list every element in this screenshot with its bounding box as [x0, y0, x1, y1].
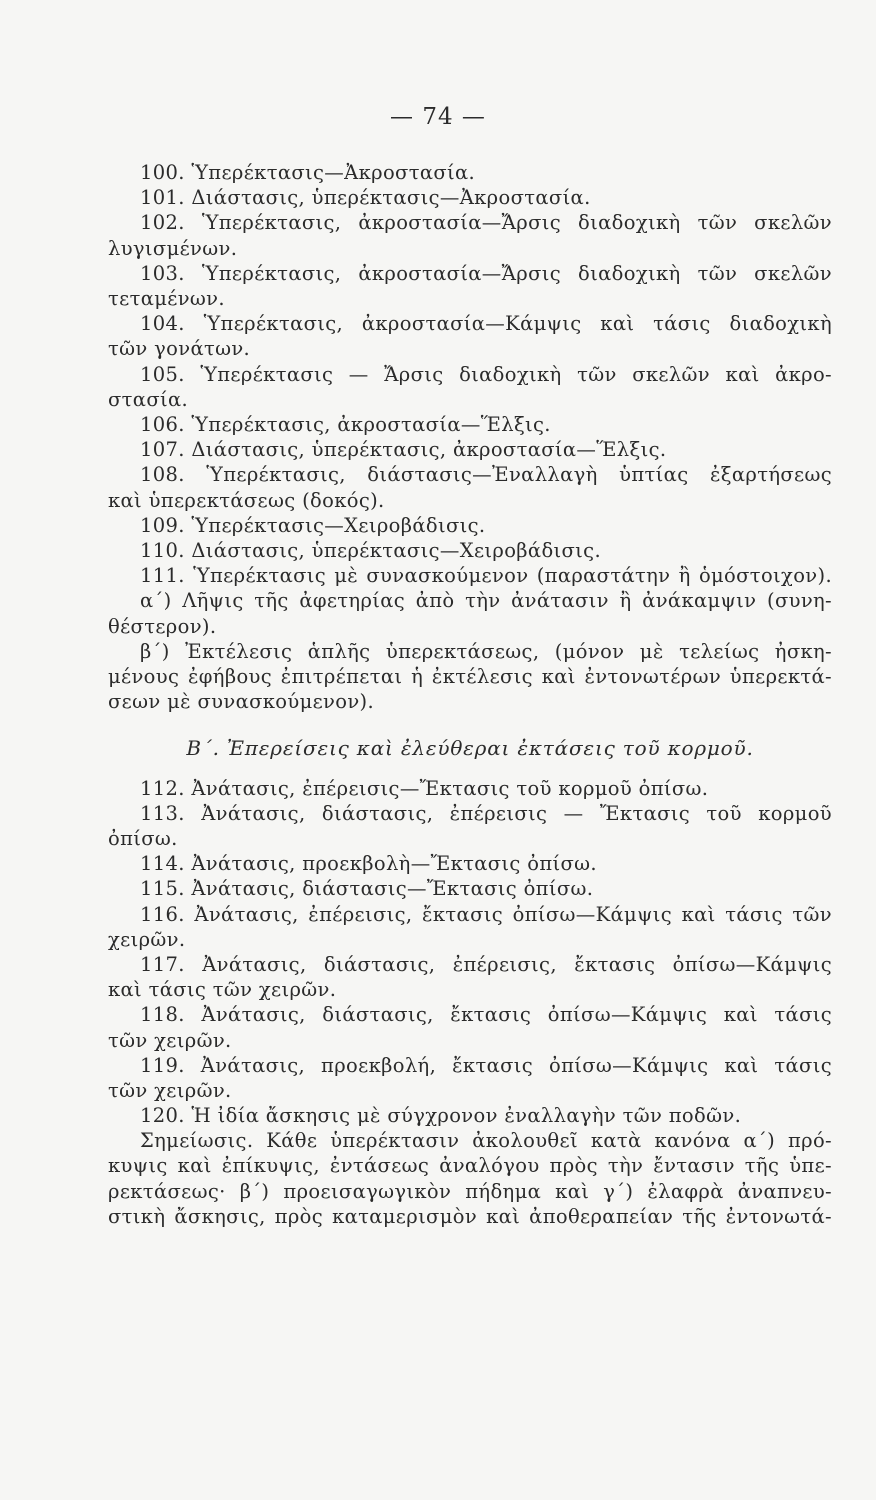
text-line: 112. Ἀνάτασις, ἐπέρεισις—Ἔκτασις τοῦ κορμοῦ ὀπίσω. — [140, 776, 709, 800]
text-line: 113. Ἀνάτασις, διάστασις, ἐπέρεισις — Ἔκτασις τοῦ κορμοῦ — [140, 801, 832, 825]
text-line: 104. Ὑπερέκτασις, ἀκροστασία—Κάμψις καὶ τάσις διαδοχικὴ — [140, 312, 832, 336]
text-line: λυγισμένων. — [108, 236, 238, 260]
text-line: 109. Ὑπερέκτασις—Χειροβάδισις. — [140, 513, 486, 537]
text-line: μένους ἐφήβους ἐπιτρέπεται ἡ ἐκτέλεσις καὶ ἐντονωτέρων ὑπερεκτά- — [108, 664, 832, 688]
exercise-list-a — [108, 160, 832, 714]
text-line: 111. Ὑπερέκτασις μὲ συνασκούμενον (παραστάτην ἢ ὁμόστοιχον). — [140, 564, 832, 588]
text-line: 103. Ὑπερέκτασις, ἀκροστασία—Ἄρσις διαδοχικὴ τῶν σκελῶν — [140, 261, 832, 285]
text-line: 108. Ὑπερέκτασις, διάστασις—Ἐναλλαγὴ ὑπτίας ἐξαρτήσεως — [140, 463, 832, 487]
text-line: 107. Διάστασις, ὑπερέκτασις, ἀκροστασία—Ἕλξις. — [140, 438, 667, 462]
text-line: τῶν χειρῶν. — [108, 1078, 232, 1102]
text-line: στασία. — [108, 387, 189, 411]
text-line: β΄) Ἐκτέλεσις ἁπλῆς ὑπερεκτάσεως, (μόνον μὲ τελείως ἠσκη- — [140, 639, 832, 663]
text-line: 106. Ὑπερέκτασις, ἀκροστασία—Ἕλξις. — [140, 412, 551, 436]
text-line: καὶ τάσις τῶν χειρῶν. — [108, 978, 337, 1002]
text-line: 116. Ἀνάτασις, ἐπέρεισις, ἔκτασις ὀπίσω—Κάμψις καὶ τάσις τῶν — [140, 902, 832, 926]
text-line: 101. Διάστασις, ὑπερέκτασις—Ἀκροστασία. — [140, 186, 591, 210]
text-line: 114. Ἀνάτασις, προεκβολὴ—Ἔκτασις ὀπίσω. — [140, 852, 597, 876]
section-heading: Β΄. Ἐπερείσεις καὶ ἐλεύθεραι ἐκτάσεις τοῦ κορμοῦ. — [186, 736, 754, 761]
page-number: — 74 — — [390, 104, 486, 130]
page-content — [108, 160, 832, 1229]
text-line: στικὴ ἄσκησις, πρὸς καταμερισμὸν καὶ ἀποθεραπείαν τῆς ἐντονωτά- — [108, 1204, 832, 1228]
text-line: τεταμένων. — [108, 286, 225, 310]
text-line: 117. Ἀνάτασις, διάστασις, ἐπέρεισις, ἔκτασις ὀπίσω—Κάμψις — [140, 952, 832, 976]
text-line: 105. Ὑπερέκτασις — Ἄρσις διαδοχικὴ τῶν σκελῶν καὶ ἀκρο- — [140, 362, 832, 386]
text-line: σεων μὲ συνασκούμενον). — [108, 690, 375, 714]
text-line: α΄) Λῆψις τῆς ἀφετηρίας ἀπὸ τὴν ἀνάτασιν ἢ ἀνάκαμψιν (συνη- — [140, 589, 832, 613]
text-line: 102. Ὑπερέκτασις, ἀκροστασία—Ἄρσις διαδοχικὴ τῶν σκελῶν — [140, 211, 832, 235]
text-line: 120. Ἡ ἰδία ἄσκησις μὲ σύγχρονον ἐναλλαγὴν τῶν ποδῶν. — [140, 1104, 742, 1128]
text-line: χειρῶν. — [108, 927, 186, 951]
text-line: 100. Ὑπερέκτασις—Ἀκροστασία. — [140, 161, 476, 184]
text-line: θέστερον). — [108, 614, 217, 638]
text-line: Σημείωσις. Κάθε ὑπερέκτασιν ἀκολουθεῖ κατὰ κανόνα α΄) πρό- — [140, 1129, 832, 1153]
text-line: 110. Διάστασις, ὑπερέκτασις—Χειροβάδισις. — [140, 538, 602, 562]
exercise-list-b — [108, 776, 832, 1230]
text-line: 115. Ἀνάτασις, διάστασις—Ἔκτασις ὀπίσω. — [140, 877, 594, 901]
text-line: 118. Ἀνάτασις, διάστασις, ἔκτασις ὀπίσω—Κάμψις καὶ τάσις — [140, 1003, 832, 1027]
text-line: κυψις καὶ ἐπίκυψις, ἐντάσεως ἀναλόγου πρὸς τὴν ἔντασιν τῆς ὑπε- — [108, 1154, 832, 1178]
text-line: τῶν γονάτων. — [108, 337, 251, 361]
text-line: 119. Ἀνάτασις, προεκβολή, ἔκτασις ὀπίσω—Κάμψις καὶ τάσις — [140, 1053, 832, 1077]
text-line: καὶ ὑπερεκτάσεως (δοκός). — [108, 488, 385, 512]
text-line: ὀπίσω. — [108, 826, 178, 850]
text-line: ρεκτάσεως· β΄) προεισαγωγικὸν πήδημα καὶ γ΄) ἐλαφρὰ ἀναπνευ- — [108, 1179, 832, 1203]
text-line: τῶν χειρῶν. — [108, 1028, 232, 1052]
